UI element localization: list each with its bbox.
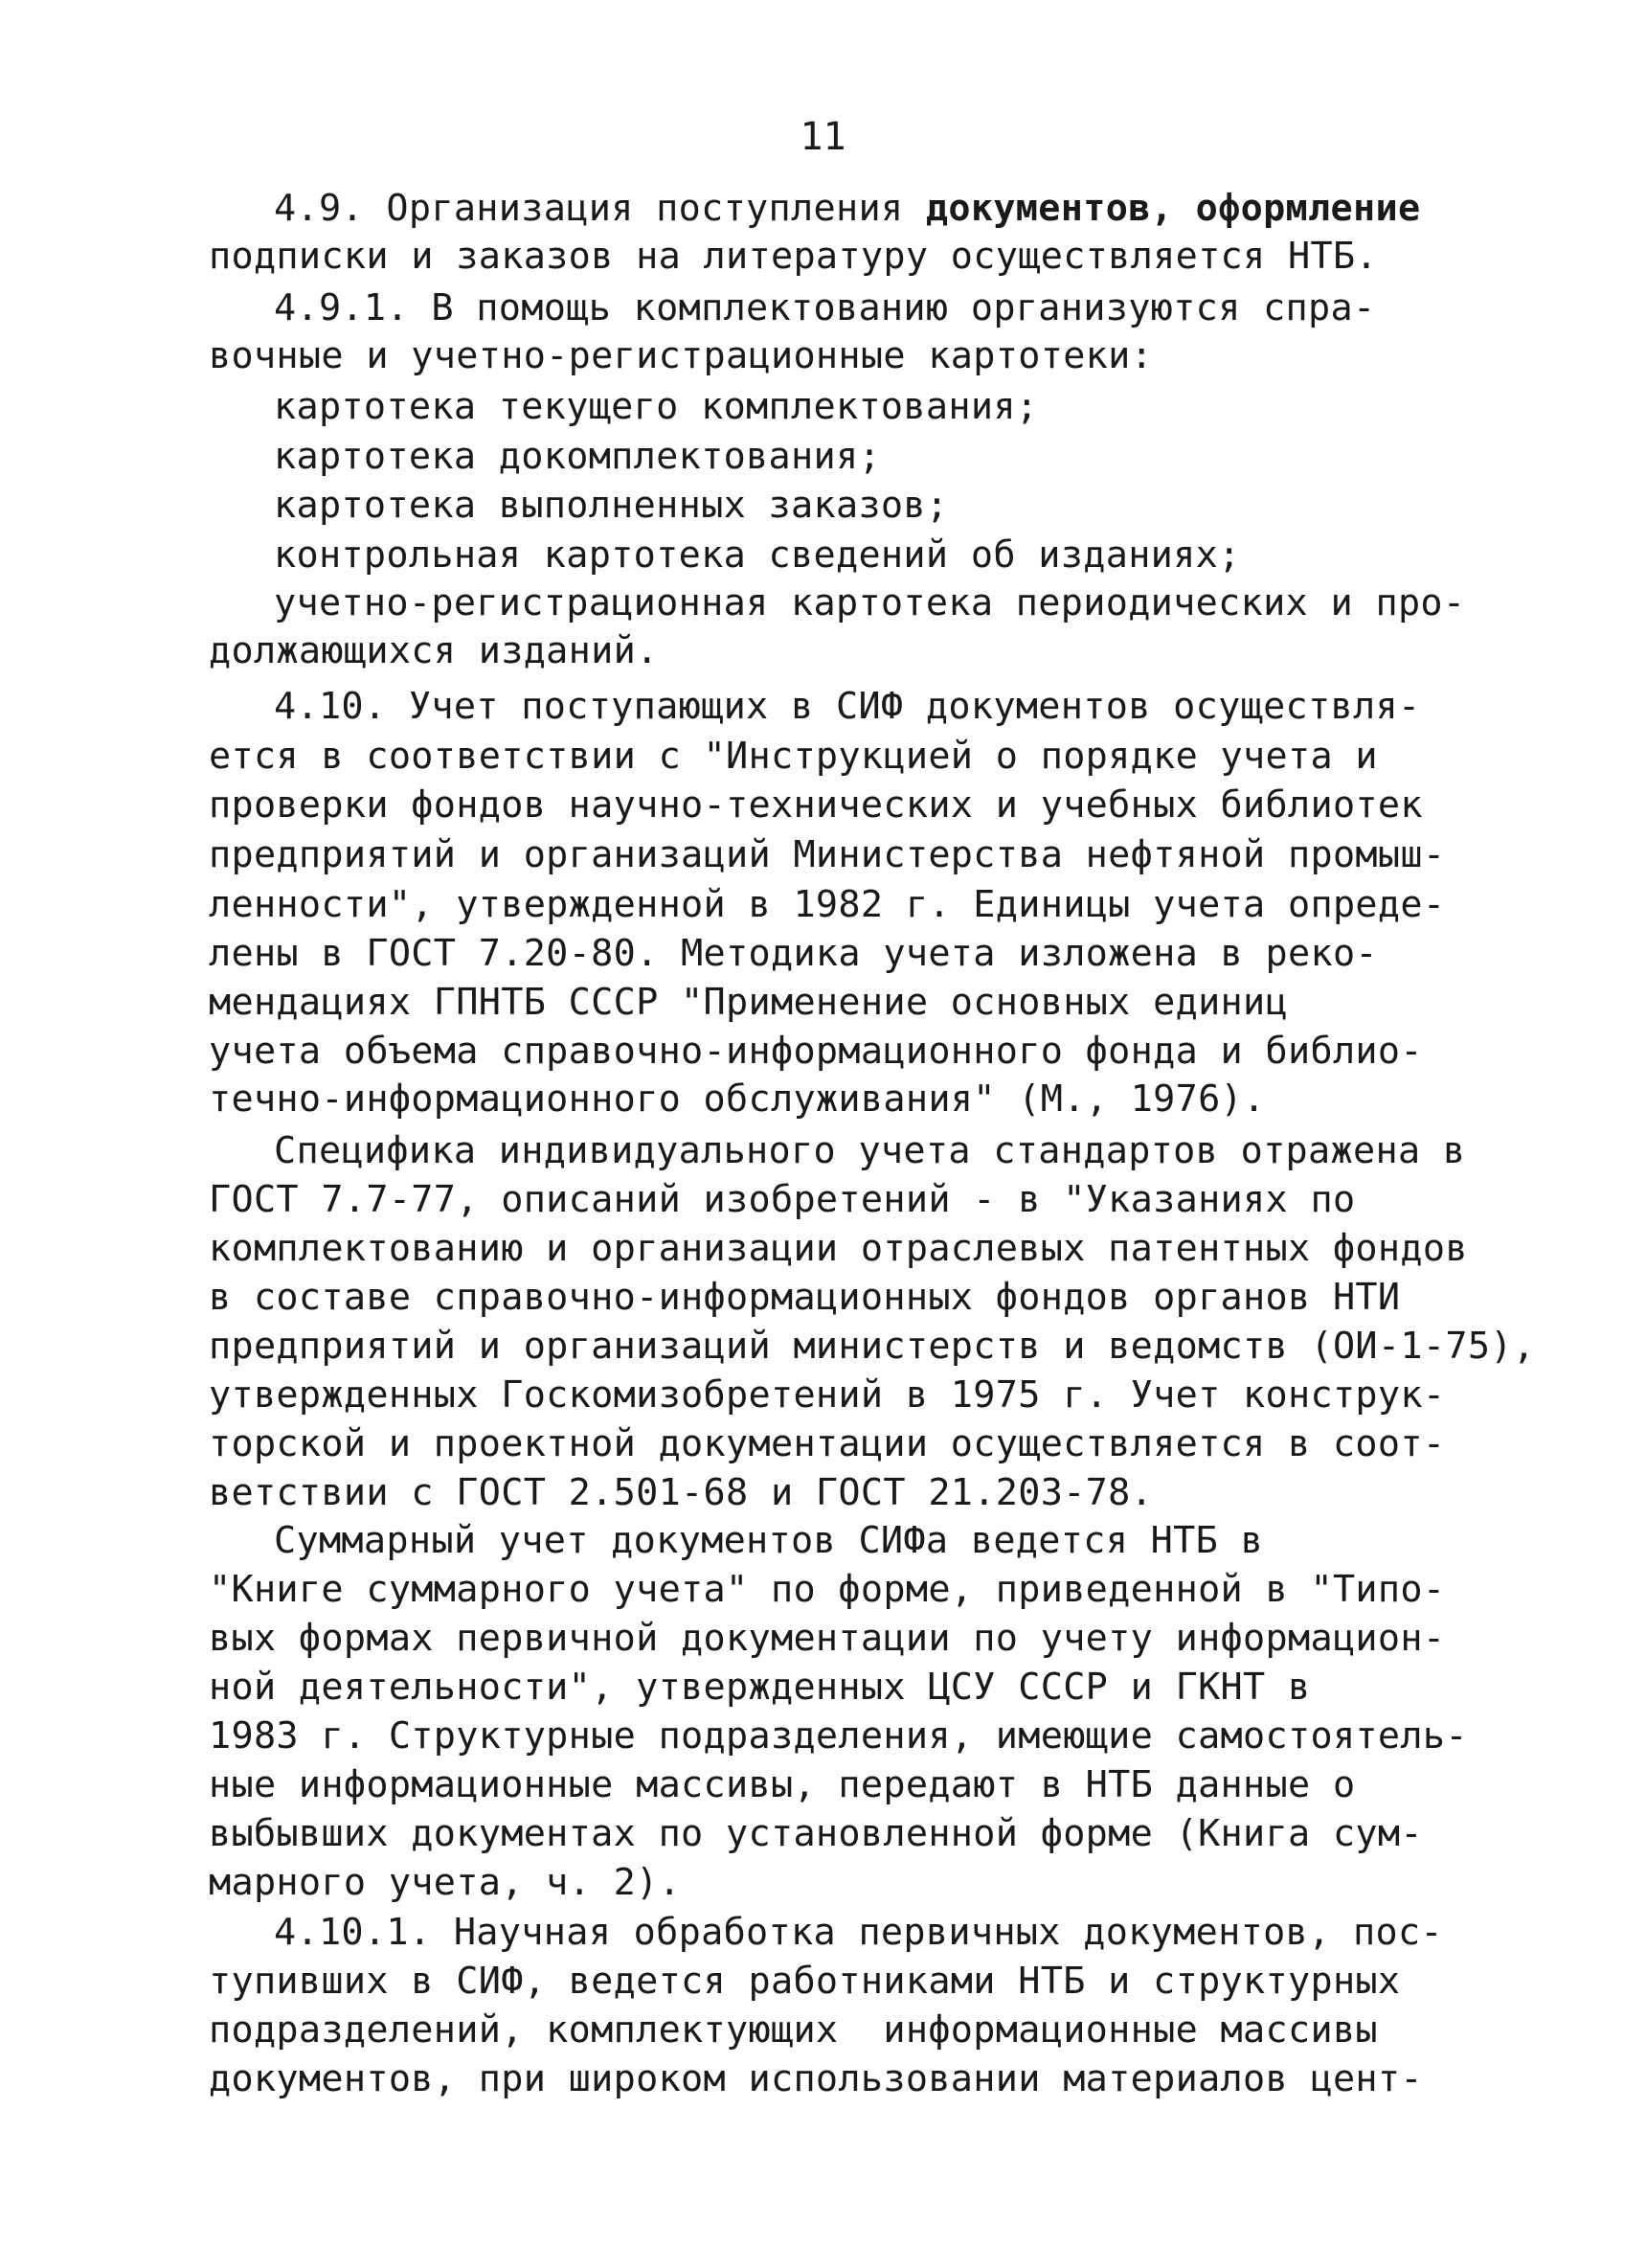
text-line: вых формах первичной документации по учету информацион- (209, 1617, 1446, 1660)
text-line: 4.9.1. В помощь комплектованию организуются спра- (274, 286, 1376, 329)
text-line: Суммарный учет документов СИФа ведется НТБ в (274, 1519, 1264, 1562)
text-line: документов, при широком использовании материалов цент- (209, 2057, 1423, 2100)
text-line: предприятий и организаций Министерства нефтяной промыш- (209, 833, 1446, 876)
text-line: картотека докомплектования; (274, 435, 881, 478)
text-line: предприятий и организаций министерств и ведомств (ОИ-1-75), (209, 1325, 1536, 1368)
text-line: "Книге суммарного учета" по форме, приведенной в "Типо- (209, 1568, 1446, 1611)
text-line: течно-информационного обслуживания" (М., 1976). (209, 1077, 1266, 1121)
text-line: ется в соответствии с "Инструкцией о порядке учета и (209, 735, 1378, 778)
text-line: проверки фондов научно-технических и учебных библиотек (209, 783, 1423, 827)
text-line: должающихся изданий. (209, 629, 659, 672)
text-line: марного учета, ч. 2). (209, 1861, 682, 1904)
text-line: мендациях ГПНТБ СССР "Применение основных единиц (209, 981, 1288, 1024)
text-line: 4.9. Организация поступления документов, оформление (274, 187, 1421, 230)
text-line: картотека выполненных заказов; (274, 484, 949, 527)
text-line: ленности", утвержденной в 1982 г. Единицы учета опреде- (209, 883, 1446, 926)
text-line: комплектованию и организации отраслевых патентных фондов (209, 1227, 1468, 1270)
text-line: выбывших документах по установленной форме (Книга сум- (209, 1812, 1423, 1855)
text-line: лены в ГОСТ 7.20-80. Методика учета изложена в реко- (209, 932, 1378, 975)
text-line: подразделений, комплектующих информационные массивы (209, 2008, 1378, 2052)
text-line: картотека текущего комплектования; (274, 385, 1039, 428)
text-line: 4.10.1. Научная обработка первичных документов, пос- (274, 1911, 1443, 1954)
text-line: утвержденных Госкомизобретений в 1975 г. Учет конструк- (209, 1373, 1446, 1417)
text-line: ГОСТ 7.7-77, описаний изобретений - в "Указаниях по (209, 1178, 1356, 1221)
text-line: контрольная картотека сведений об изданиях; (274, 533, 1241, 577)
text-line: 1983 г. Структурные подразделения, имеющие самостоятель- (209, 1714, 1468, 1758)
bold-phrase: документов, оформление (925, 187, 1421, 230)
text-line: подписки и заказов на литературу осуществляется НТБ. (209, 235, 1378, 278)
text-line: в составе справочно-информационных фондов органов НТИ (209, 1276, 1401, 1319)
text-line: торской и проектной документации осуществляется в соот- (209, 1422, 1446, 1465)
text-line: 4.10. Учет поступающих в СИФ документов осуществля- (274, 685, 1421, 728)
text-line: ветствии с ГОСТ 2.501-68 и ГОСТ 21.203-78. (209, 1471, 1154, 1514)
text-line: учета объема справочно-информационного фонда и библио- (209, 1030, 1423, 1073)
text-line: вочные и учетно-регистрационные картотеки: (209, 334, 1154, 377)
text-line: Специфика индивидуального учета стандартов отражена в (274, 1129, 1466, 1172)
text-line: учетно-регистрационная картотека периодических и про- (274, 581, 1466, 624)
text-line: ной деятельности", утвержденных ЦСУ СССР и ГКНТ в (209, 1666, 1311, 1709)
text-line: ные информационные массивы, передают в НТБ данные о (209, 1763, 1356, 1806)
text-line: тупивших в СИФ, ведется работниками НТБ и структурных (209, 1960, 1401, 2003)
page-number: 11 (800, 115, 846, 159)
